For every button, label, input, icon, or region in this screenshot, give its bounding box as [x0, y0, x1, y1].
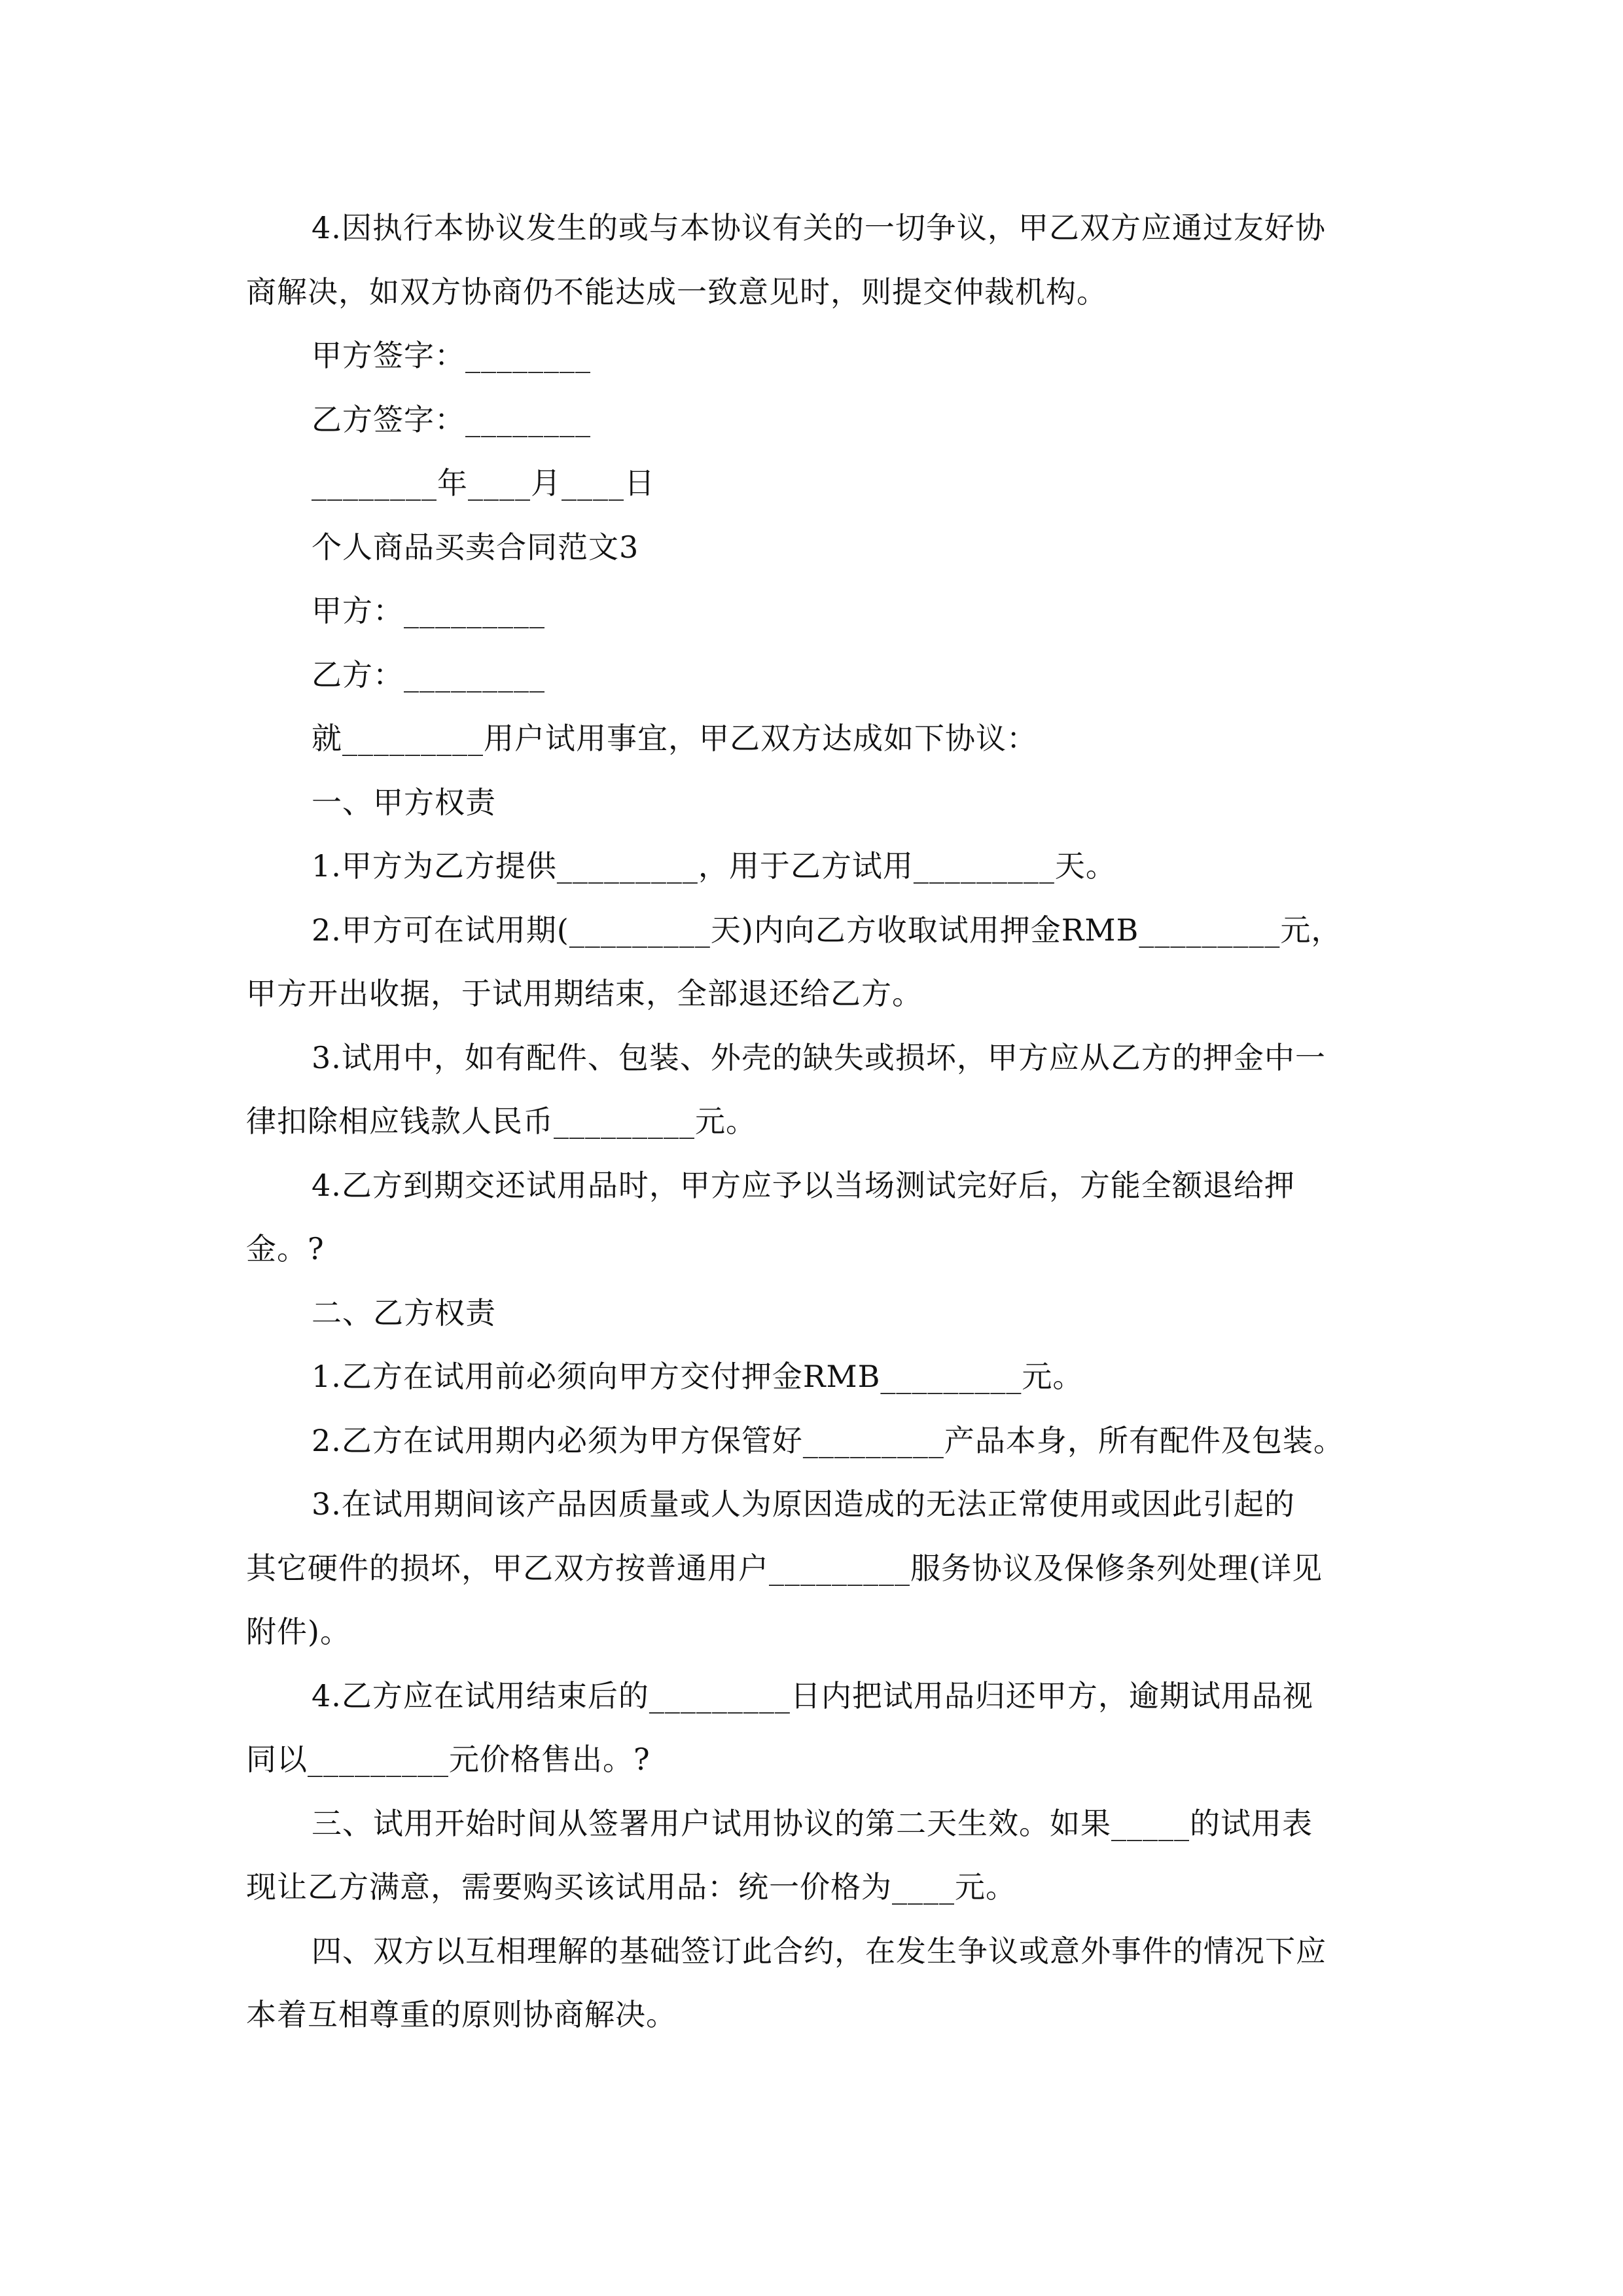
signature-date: ________年____月____日: [312, 465, 655, 501]
section-2-item-3-line-2: 其它硬件的损坏，甲乙双方按普通用户_________服务协议及保修条列处理(详见: [246, 1550, 1323, 1586]
clause-4-dispute-line-2: 商解决，如双方协商仍不能达成一致意见时，则提交仲裁机构。: [246, 274, 1107, 310]
party-b-field: 乙方：_________: [312, 656, 545, 692]
section-1-item-2-line-1: 2.甲方可在试用期(_________天)内向乙方收取试用押金RMB_________元，: [312, 912, 1342, 948]
section-4-line-1: 四、双方以互相理解的基础签订此合约，在发生争议或意外事件的情况下应: [312, 1933, 1327, 1969]
section-4-line-2: 本着互相尊重的原则协商解决。: [246, 1997, 677, 2032]
section-2-item-1: 1.乙方在试用前必须向甲方交付押金RMB_________元。: [312, 1359, 1084, 1394]
clause-4-dispute-line-1: 4.因执行本协议发生的或与本协议有关的一切争议，甲乙双方应通过友好协: [312, 210, 1326, 245]
party-b-signature: 乙方签字：________: [312, 401, 591, 437]
section-2-item-3-line-3: 附件)。: [246, 1614, 351, 1649]
section-1-item-1: 1.甲方为乙方提供_________，用于乙方试用_________天。: [312, 848, 1116, 884]
section-2-item-4-line-1: 4.乙方应在试用结束后的_________日内把试用品归还甲方，逾期试用品视: [312, 1677, 1313, 1713]
contract-title: 个人商品买卖合同范文3: [312, 529, 639, 565]
section-1-item-4-line-2: 金。?: [246, 1231, 325, 1266]
section-1-item-3-line-2: 律扣除相应钱款人民币_________元。: [246, 1103, 757, 1139]
section-1-item-2-line-2: 甲方开出收据，于试用期结束，全部退还给乙方。: [246, 976, 923, 1011]
section-2-heading: 二、乙方权责: [312, 1295, 496, 1331]
section-1-item-4-line-1: 4.乙方到期交还试用品时，甲方应予以当场测试完好后，方能全额退给押: [312, 1167, 1295, 1203]
section-2-item-3-line-1: 3.在试用期间该产品因质量或人为原因造成的无法正常使用或因此引起的: [312, 1486, 1295, 1522]
party-a-field: 甲方：_________: [312, 593, 545, 628]
section-1-heading: 一、甲方权责: [312, 784, 496, 820]
section-2-item-4-line-2: 同以_________元价格售出。?: [246, 1742, 651, 1777]
section-3-line-1: 三、试用开始时间从签署用户试用协议的第二天生效。如果_____的试用表: [312, 1805, 1313, 1841]
section-1-item-3-line-1: 3.试用中，如有配件、包装、外壳的缺失或损坏，甲方应从乙方的押金中一: [312, 1039, 1326, 1075]
document-body: [246, 196, 1378, 2047]
section-2-item-2: 2.乙方在试用期内必须为甲方保管好_________产品本身，所有配件及包装。: [312, 1422, 1344, 1458]
section-3-line-2: 现让乙方满意，需要购买该试用品：统一价格为____元。: [246, 1869, 1016, 1905]
party-a-signature: 甲方签字：________: [312, 338, 591, 373]
preamble: 就_________用户试用事宜，甲乙双方达成如下协议：: [312, 721, 1037, 756]
